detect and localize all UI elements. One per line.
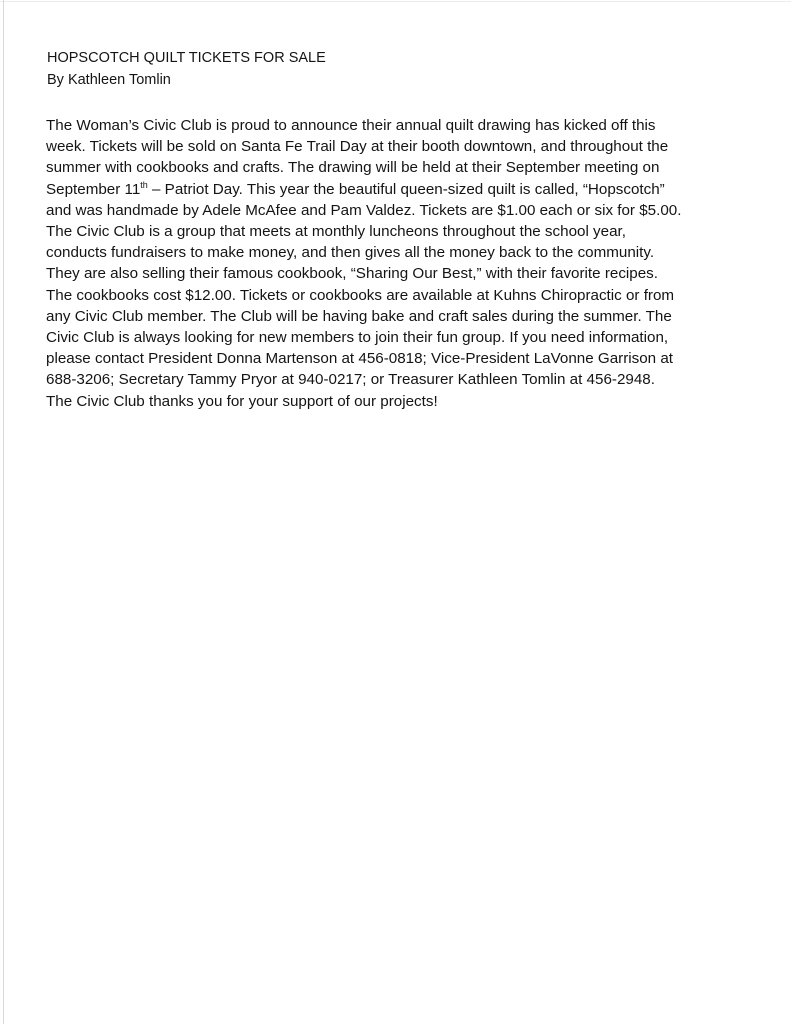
scan-edge-left <box>3 0 4 1024</box>
body-line: any Civic Club member. The Club will be having bake and craft sales during the summer. The <box>46 307 672 325</box>
september-line-rest: – Patriot Day. This year the beautiful queen-sized quilt is called, “Hopscotch” <box>147 180 665 198</box>
article-byline: By Kathleen Tomlin <box>47 72 171 88</box>
article-body <box>46 115 746 412</box>
date-ordinal-suffix: th <box>140 179 148 190</box>
article-title: HOPSCOTCH QUILT TICKETS FOR SALE <box>47 50 326 66</box>
body-line: 688-3206; Secretary Tammy Pryor at 940-0217; or Treasurer Kathleen Tomlin at 456-2948. <box>46 371 655 389</box>
body-line: and was handmade by Adele McAfee and Pam Valdez. Tickets are $1.00 each or six for $5.00. <box>46 201 682 219</box>
body-line-september <box>46 179 746 200</box>
body-line: The cookbooks cost $12.00. Tickets or cookbooks are available at Kuhns Chiropractic or from <box>46 286 675 304</box>
body-line: Civic Club is always looking for new members to join their fun group. If you need information, <box>46 329 669 347</box>
article-heading <box>47 47 747 91</box>
body-line: week. Tickets will be sold on Santa Fe Trail Day at their booth downtown, and throughout the <box>46 138 669 156</box>
body-line: They are also selling their famous cookbook, “Sharing Our Best,” with their favorite recipes. <box>46 265 658 283</box>
body-line: please contact President Donna Martenson at 456-0818; Vice-President LaVonne Garrison at <box>46 350 674 368</box>
september-date: September 11 <box>46 180 141 198</box>
body-line: The Civic Club thanks you for your support of our projects! <box>46 392 438 410</box>
body-line: The Woman’s Civic Club is proud to announce their annual quilt drawing has kicked off this <box>46 117 656 134</box>
body-line: The Civic Club is a group that meets at monthly luncheons throughout the school year, <box>46 223 626 241</box>
body-line: summer with cookbooks and crafts. The drawing will be held at their September meeting on <box>46 159 660 177</box>
body-line: conducts fundraisers to make money, and then gives all the money back to the community. <box>46 244 655 262</box>
scan-edge-top <box>0 1 791 2</box>
